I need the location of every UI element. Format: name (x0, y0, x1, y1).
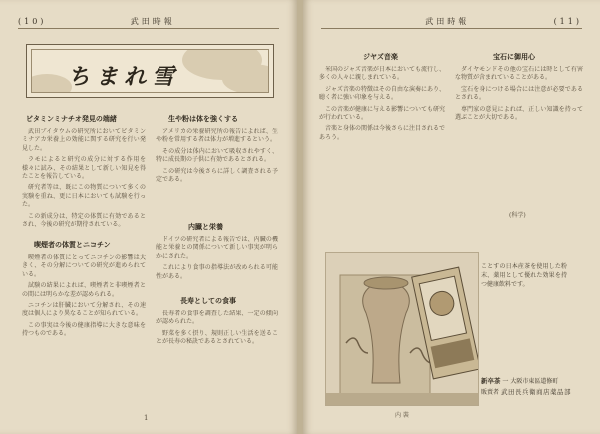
product-illustration (326, 253, 478, 405)
article-body (156, 128, 278, 220)
article-paragraph: この新成分は、特定の体質に有効であるとされ、今後の研究が期待されている。 (22, 212, 146, 229)
right-running-title: 武田時報 (425, 16, 470, 26)
article-paragraph: ジャズ音楽の特徴はその自由な演奏にあり、聴く者に強い印象を与える。 (319, 85, 445, 102)
article-heading: ジヤズ音楽 (363, 53, 398, 61)
article-paragraph: 武田プイタウムの研究所においてビタミンミナアカ栄養上の効能に関する研究を行い発見した。 (22, 128, 146, 152)
left-running-title: 武田時報 (130, 16, 175, 26)
article-paragraph: ダイヤモンドその他の宝石には時として有害な物質が含まれていることがある。 (455, 66, 583, 82)
title-banner-frame (31, 49, 269, 93)
article-heading: 宝石に御用心 (493, 53, 535, 61)
ad-brand: 新卒茶 (481, 377, 501, 385)
article-note: (科学) (509, 212, 526, 219)
article-paragraph: 音楽と身体の関係は今後さらに注目されるであろう。 (319, 125, 445, 141)
ad-company-prefix: 販賣者 (481, 389, 500, 396)
article-paragraph: その成分は体内において吸収されやすく、特に成長期の子供に有効であるとされる。 (156, 147, 278, 164)
article-paragraph: 野菜を多く摂り、規則正しい生活を送ることが長寿の秘訣であるとされている。 (156, 329, 278, 346)
article-paragraph: これにより食事の指導法が改められる可能性がある。 (156, 264, 278, 280)
article-body (156, 236, 278, 288)
article-paragraph: 専門家の意見によれば、正しい知識を持って選ぶことが大切である。 (455, 105, 583, 122)
column-title: ちまれ雪 (68, 65, 181, 90)
right-page-header (321, 14, 582, 29)
right-page-number: (11) (553, 16, 582, 26)
article-paragraph: ラモによると研究の成分に対する作用を様々に試み、その結果として新しい知見を得たことを報告している。 (22, 156, 146, 181)
article-paragraph: ニコチンは肝臓において分解され、その速度は個人により異なることが知られている。 (22, 302, 146, 318)
article-paragraph: 研究者等は、既にこの物質について多くの実験を重ね、更に日本においても試験を行った。 (22, 184, 146, 209)
article-paragraph: 試験の結果によれば、喫煙者と非喫煙者との間には明らかな差が認められる。 (22, 282, 146, 298)
article-heading: 長寿としての食事 (180, 297, 236, 305)
right-page (303, 0, 600, 434)
column-title-banner (26, 44, 274, 98)
ad-brand-desc: 一 大阪市東區道修町 (502, 378, 559, 385)
article-body (22, 128, 146, 232)
article-heading: 喫煙者の体質とニコチン (34, 241, 111, 249)
article-paragraph: 長寿者の食事を調査した結果、一定の傾向が認められた。 (156, 310, 278, 326)
ad-description: ことすの日本産茶を使用した粉末、薬用として優れた効果を持つ健康飲料です。 (481, 263, 567, 288)
photo-caption: 内 裝 (395, 412, 409, 419)
article-paragraph: 宝石を身につける場合には注意が必要であるとされる。 (455, 85, 583, 102)
article-body (156, 310, 278, 388)
cloud-decoration (31, 74, 72, 93)
article-paragraph: 喫煙者の体質にとってニコチンの影響は大きく、その分解についての研究が進められている。 (22, 254, 146, 278)
article-body (22, 254, 146, 374)
article-body (455, 66, 583, 206)
article-heading: 内臓と栄養 (188, 223, 223, 231)
left-page (0, 0, 297, 434)
ad-footer (481, 376, 591, 398)
article-body (319, 66, 445, 226)
ad-company: 武田長兵衛商店薬品部 (500, 388, 571, 396)
article-paragraph: この音楽が健康に与える影響についても研究が行われている。 (319, 105, 445, 122)
article-paragraph: この事実は今後の健康指導に大きな意味を持つものである。 (22, 321, 146, 338)
article-paragraph: 米国のジャズ音楽が日本においても流行し、多くの人々に親しまれている。 (319, 66, 445, 82)
article-paragraph: ドイツの研究者による報告では、内臓の機能と栄養との関係について新しい事実が明らかにされた。 (156, 236, 278, 260)
article-paragraph: アメリカの栄養研究所の報告によれば、生や粉を常用する者は体力が増進するという。 (156, 128, 278, 144)
article-paragraph: この研究は今後さらに詳しく調査される予定である。 (156, 167, 278, 184)
page-footer-mark: 1 (144, 414, 149, 422)
article-heading: ビタミンミナチオ発見の端緒 (26, 115, 117, 123)
article-heading: 生や粉は体を強くする (168, 115, 238, 123)
left-page-number: (10) (18, 16, 47, 26)
cloud-decoration (222, 64, 269, 93)
product-photo (325, 252, 479, 406)
left-page-header (18, 14, 279, 29)
